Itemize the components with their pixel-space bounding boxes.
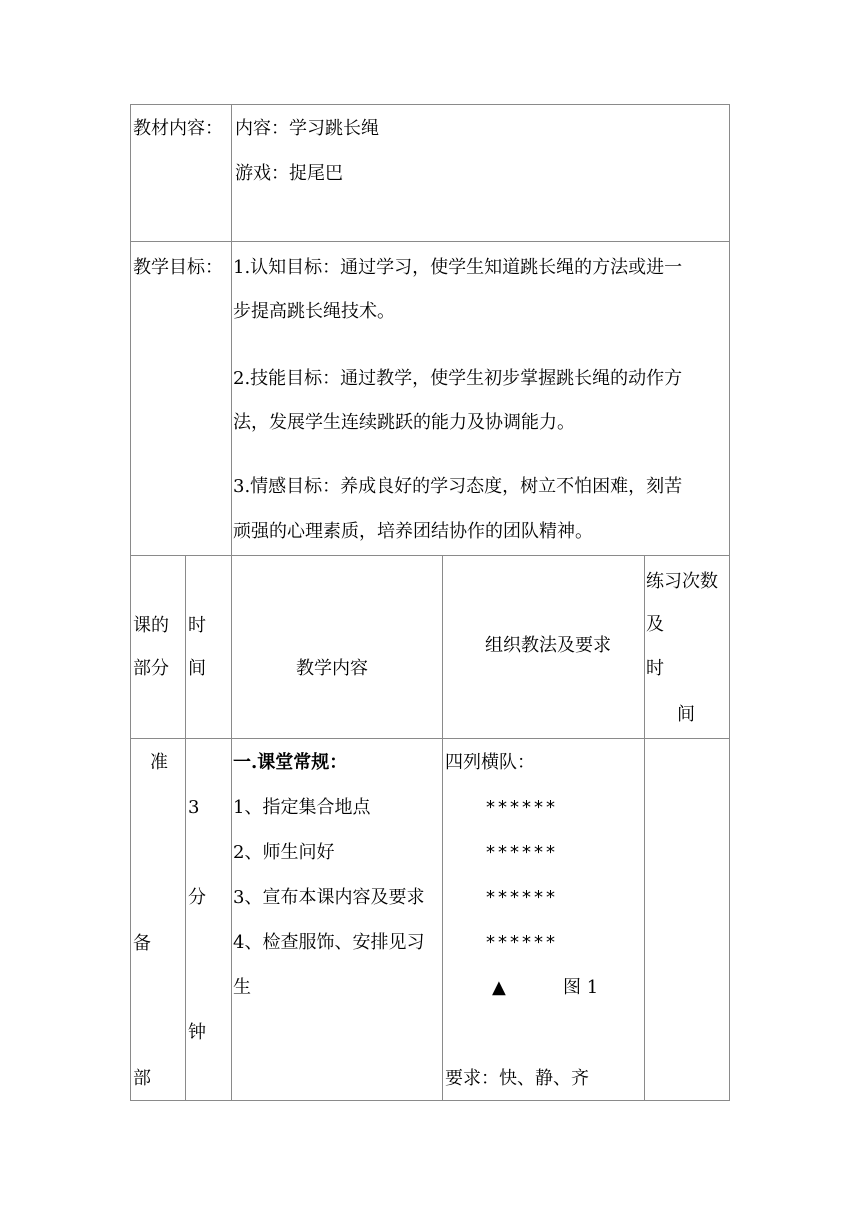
row-divider-2	[130, 555, 730, 556]
col-divider-label	[231, 104, 232, 556]
prep-time-2: 分	[188, 887, 206, 908]
header-count-4: 间	[677, 704, 695, 725]
prep-time-3: 钟	[188, 1022, 206, 1043]
table-border-top	[130, 104, 730, 105]
requirement-text: 要求：快、静、齐	[445, 1068, 589, 1089]
row-divider-3	[130, 738, 730, 739]
formation-row-4: ******	[486, 932, 558, 953]
prep-item-3: 3、宣布本课内容及要求	[233, 887, 425, 908]
teacher-triangle-icon: ▲	[492, 977, 506, 998]
material-content-line: 内容：学习跳长绳	[235, 118, 379, 139]
goal-cognitive: 1.认知目标：通过学习，使学生知道跳长绳的方法或进一	[233, 257, 683, 278]
goal-skill-cont: 法，发展学生连续跳跃的能力及协调能力。	[233, 412, 575, 433]
col-divider-time	[231, 555, 232, 1101]
header-count-3: 时	[646, 658, 664, 679]
prep-item-2: 2、师生问好	[233, 842, 335, 863]
goals-label: 教学目标：	[133, 257, 223, 278]
prep-item-4-cont: 生	[233, 977, 251, 998]
goal-cognitive-cont: 步提高跳长绳技术。	[233, 301, 395, 322]
table-border-right	[729, 104, 730, 1101]
row-divider-1	[130, 241, 730, 242]
prep-time-1: 3	[188, 797, 200, 818]
formation-row-3: ******	[486, 887, 558, 908]
header-part-2: 部分	[133, 658, 169, 679]
prep-item-4: 4、检查服饰、安排见习	[233, 932, 425, 953]
header-part-1: 课的	[133, 615, 169, 636]
formation-row-1: ******	[486, 797, 558, 818]
header-content: 教学内容	[296, 658, 368, 679]
goal-affective: 3.情感目标：养成良好的学习态度，树立不怕困难，刻苦	[233, 476, 683, 497]
header-count-1: 练习次数	[646, 571, 718, 592]
table-border-left	[130, 104, 131, 1101]
goal-affective-cont: 顽强的心理素质，培养团结协作的团队精神。	[233, 521, 593, 542]
header-time-1: 时	[188, 615, 206, 636]
method-title: 四列横队：	[445, 752, 535, 773]
prep-content-title: 一.课堂常规：	[233, 752, 348, 773]
figure-label: 图 1	[563, 977, 599, 998]
prep-item-1: 1、指定集合地点	[233, 797, 371, 818]
goal-skill: 2.技能目标：通过教学，使学生初步掌握跳长绳的动作方	[233, 368, 683, 389]
header-count-2: 及	[646, 614, 664, 635]
formation-row-2: ******	[486, 842, 558, 863]
table-border-bottom	[130, 1100, 730, 1101]
col-divider-content	[442, 555, 443, 1101]
prep-part-2: 备	[133, 933, 151, 954]
header-method: 组织教法及要求	[485, 635, 611, 656]
col-divider-part	[185, 555, 186, 1101]
prep-part-3: 部	[133, 1068, 151, 1089]
col-divider-method	[644, 555, 645, 1101]
material-game-line: 游戏：捉尾巴	[235, 163, 343, 184]
header-time-2: 间	[188, 658, 206, 679]
material-label: 教材内容：	[133, 118, 223, 139]
prep-part-1: 准	[150, 752, 168, 773]
